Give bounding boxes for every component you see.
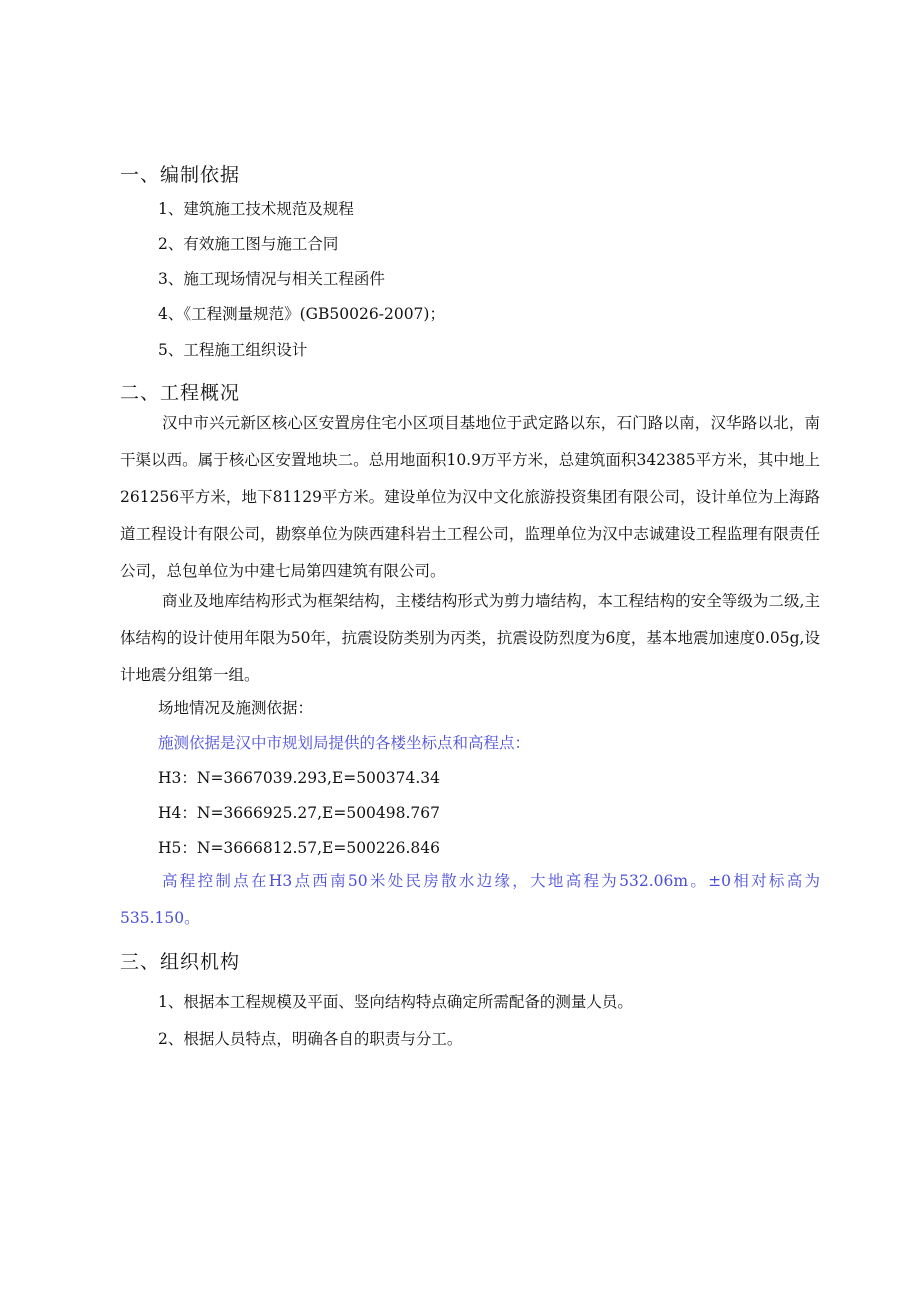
section-heading-organization: 三、组织机构: [120, 951, 241, 973]
elevation-note: 高程控制点在H3点西南50米处民房散水边缘，大地高程为532.06m。±0相对标高为535.150。: [120, 872, 820, 927]
control-point: H3：N=3667039.293,E=500374.34: [158, 769, 441, 787]
project-overview-paragraph: 汉中市兴元新区核心区安置房住宅小区项目基地位于武定路以东，石门路以南，汉华路以北，南干渠以西。属于核心区安置地块二。总用地面积10.9万平方米，总建筑面积342385平方米，其中地上261256平方米，地下81129平方米。建设单位为汉中文化旅游投资集团有限公司，设计单位为上海路道工程设计有限公司，勘察单位为陕西建科岩土工程公司，监理单位为汉中志诚建设工程监理有限责任公司，总包单位为中建七局第四建筑有限公司。: [120, 414, 820, 580]
survey-basis-text: 施测依据是汉中市规划局提供的各楼坐标点和高程点：: [158, 734, 531, 752]
basis-item: 1、建筑施工技术规范及规程: [158, 200, 354, 218]
control-point: H4：N=3666925.27,E=500498.767: [158, 804, 441, 822]
structure-paragraph: 商业及地库结构形式为框架结构，主楼结构形式为剪力墙结构，本工程结构的安全等级为二级,主体结构的设计使用年限为50年，抗震设防类别为丙类，抗震设防烈度为6度，基本地震加速度0.05g,设计地震分组第一组。: [120, 592, 820, 684]
basis-item: 5、工程施工组织设计: [158, 341, 308, 359]
organization-item: 2、根据人员特点，明确各自的职责与分工。: [158, 1030, 463, 1048]
basis-item: 3、施工现场情况与相关工程函件: [158, 270, 385, 288]
organization-item: 1、根据本工程规模及平面、竖向结构特点确定所需配备的测量人员。: [158, 993, 633, 1011]
basis-item: 2、有效施工图与施工合同: [158, 235, 339, 253]
control-point: H5：N=3666812.57,E=500226.846: [158, 839, 441, 857]
section-heading-basis: 一、编制依据: [120, 164, 241, 186]
basis-item: 4、《工程测量规范》(GB50026-2007)；: [158, 305, 445, 323]
section-heading-overview: 二、工程概况: [120, 382, 241, 404]
site-label: 场地情况及施测依据：: [158, 699, 314, 717]
